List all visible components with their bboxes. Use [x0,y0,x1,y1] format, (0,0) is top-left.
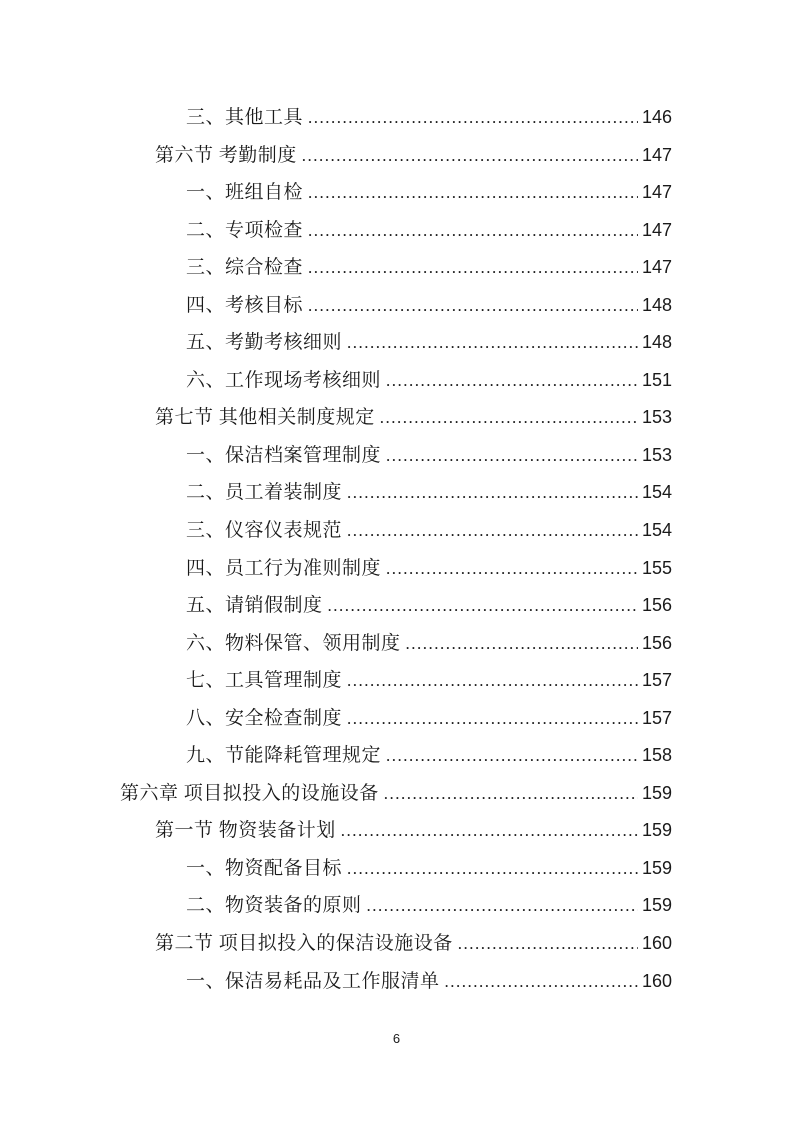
dot-leader [406,625,638,663]
toc-entry-page: 155 [641,557,672,578]
toc-entry-page: 159 [641,782,672,803]
toc-entry[interactable] [120,662,672,700]
toc-entry-label: 三、仪容仪表规范 [186,520,343,542]
toc-entry-label: 六、工作现场考核细则 [186,369,382,391]
toc-entry-label: 三、其他工具 [186,107,304,128]
toc-entry-label: 一、班组自检 [186,182,304,204]
dot-leader [386,737,638,775]
toc-entry[interactable] [120,700,672,738]
dot-leader [386,362,638,400]
dot-leader [386,437,638,475]
toc-entry-page: 153 [641,444,672,465]
toc-entry-page: 147 [641,182,672,203]
toc-entry-label: 一、保洁易耗品及工作服清单 [186,970,440,992]
toc-entry-page: 157 [641,670,672,691]
toc-entry-page: 160 [641,970,672,991]
toc-entry-label: 九、节能降耗管理规定 [186,745,382,767]
toc-entry-page: 159 [641,895,672,916]
toc-entry[interactable] [120,550,672,588]
toc-entry-label: 一、物资配备目标 [186,857,343,879]
toc-entry-page: 156 [641,595,672,616]
toc-entry[interactable] [120,137,672,175]
dot-leader [347,850,638,888]
toc-entry-page: 153 [641,407,672,428]
toc-entry[interactable] [120,587,672,625]
toc-entry-page: 154 [641,520,672,541]
dot-leader [308,249,638,287]
toc-entry-page: 147 [641,219,672,240]
toc-entry-page: 147 [641,257,672,278]
dot-leader [384,775,638,813]
toc-entry-label: 第一节 物资装备计划 [155,820,336,842]
toc-entry-label: 五、考勤考核细则 [186,332,343,354]
toc-entry-label: 第二节 项目拟投入的保洁设施设备 [155,933,453,955]
toc-entry-label: 三、综合检查 [186,257,304,279]
table-of-contents [120,99,672,1000]
toc-entry-label: 第七节 其他相关制度规定 [155,407,375,429]
page-number: 6 [392,1031,401,1046]
dot-leader [458,925,638,963]
dot-leader [347,474,638,512]
toc-entry-page: 151 [641,369,672,390]
dot-leader [386,550,638,588]
toc-entry-label: 二、物资装备的原则 [186,895,362,917]
toc-entry[interactable] [120,850,672,888]
dot-leader [308,287,638,325]
toc-entry-page: 159 [641,820,672,841]
dot-leader [347,512,638,550]
dot-leader [367,887,638,925]
dot-leader [380,399,638,437]
dot-leader [347,700,638,738]
toc-entry[interactable] [120,437,672,475]
toc-entry-page: 160 [641,933,672,954]
dot-leader [308,174,638,212]
toc-entry[interactable] [120,324,672,362]
toc-entry[interactable] [120,212,672,250]
dot-leader [302,137,638,175]
toc-entry[interactable] [120,963,672,1001]
toc-entry[interactable] [120,625,672,663]
toc-entry[interactable] [120,474,672,512]
toc-entry[interactable] [120,775,672,813]
toc-entry-label: 第六节 考勤制度 [155,144,297,166]
toc-entry-page: 159 [641,857,672,878]
toc-entry-label: 六、物料保管、领用制度 [186,632,401,654]
toc-entry-label: 四、考核目标 [186,294,304,316]
dot-leader [341,812,638,850]
toc-entry[interactable] [120,512,672,550]
dot-leader [347,662,638,700]
toc-entry[interactable] [120,737,672,775]
dot-leader [328,587,638,625]
toc-entry[interactable] [120,174,672,212]
toc-entry[interactable] [120,99,672,137]
toc-entry[interactable] [120,887,672,925]
toc-entry[interactable] [120,399,672,437]
toc-entry-label: 二、专项检查 [186,219,304,241]
dot-leader [445,963,638,1001]
toc-entry-label: 四、员工行为准则制度 [186,557,382,579]
toc-entry-page: 154 [641,482,672,503]
toc-entry-label: 八、安全检查制度 [186,707,343,729]
toc-entry[interactable] [120,925,672,963]
dot-leader [347,324,638,362]
toc-entry-page: 148 [641,294,672,315]
toc-entry-label: 五、请销假制度 [186,595,323,617]
toc-entry-page: 158 [641,745,672,766]
toc-entry-page: 146 [641,107,672,127]
toc-entry-label: 一、保洁档案管理制度 [186,444,382,466]
toc-entry[interactable] [120,287,672,325]
dot-leader [308,212,638,250]
page-footer [0,1031,793,1046]
toc-entry[interactable] [120,362,672,400]
toc-entry-page: 148 [641,332,672,353]
dot-leader [308,99,638,137]
toc-entry-page: 156 [641,632,672,653]
toc-entry[interactable] [120,812,672,850]
toc-entry-label: 第六章 项目拟投入的设施设备 [120,782,379,804]
toc-entry-label: 七、工具管理制度 [186,670,343,692]
toc-entry-page: 147 [641,144,672,165]
toc-entry[interactable] [120,249,672,287]
toc-entry-page: 157 [641,707,672,728]
toc-entry-label: 二、员工着装制度 [186,482,343,504]
